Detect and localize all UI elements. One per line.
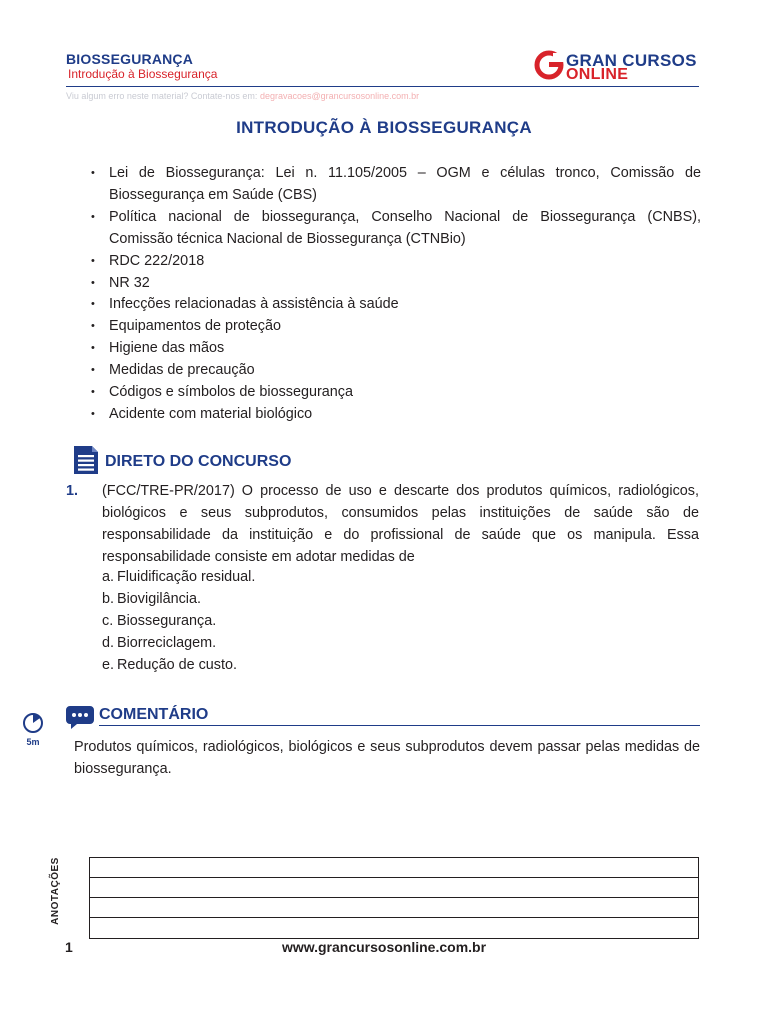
answer-option — [102, 589, 255, 611]
option-letter: b. — [102, 590, 115, 607]
option-text: Biovigilância. — [117, 590, 201, 607]
question-text: (FCC/TRE-PR/2017) O processo de uso e descarte dos produtos químicos, radiológicos, biológicos e seus subprodutos, consumidos pelas instituições de saúde são de responsabilidade da instituição e do profissional de saúde que os manipula. Essa responsabilidade consiste em adotar medidas de — [102, 483, 699, 565]
option-letter: e. — [102, 656, 115, 673]
topic-item: • Política nacional de biossegurança, Conselho Nacional de Biossegurança (CNBS), Comissão técnica Nacional de Biossegurança (CTNBio) — [91, 207, 701, 251]
topic-item: • NR 32 — [91, 273, 701, 295]
topic-item: • Acidente com material biológico — [91, 404, 701, 426]
contact-prefix: Viu algum erro neste material? Contate-nos em: — [66, 91, 258, 101]
topic-item: • Equipamentos de proteção — [91, 316, 701, 338]
stopwatch-icon — [20, 711, 46, 735]
topic-item: • Medidas de precaução — [91, 360, 701, 382]
answer-option — [102, 567, 255, 589]
answer-option — [102, 611, 255, 633]
option-text: Redução de custo. — [117, 656, 238, 673]
topic-item: • RDC 222/2018 — [91, 251, 701, 273]
chat-bubble-icon — [66, 705, 94, 729]
timer-label: 5m — [26, 737, 40, 747]
notes-label: ANOTAÇÕES — [50, 857, 61, 925]
logo-text-bottom: ONLINE — [566, 66, 629, 83]
notes-area[interactable] — [89, 857, 699, 943]
header-divider — [66, 86, 699, 87]
section-title: DIRETO DO CONCURSO — [105, 453, 292, 470]
option-letter: d. — [102, 634, 115, 651]
video-timer — [20, 711, 46, 749]
notes-line[interactable] — [89, 857, 699, 877]
contact-line — [66, 91, 419, 101]
header-chapter: Introdução à Biossegurança — [68, 67, 218, 81]
question-number: 1. — [66, 483, 79, 499]
direto-do-concurso-heading — [70, 444, 710, 476]
logo-text-top: GRAN CURSOS — [566, 51, 697, 70]
topic-item: • Higiene das mãos — [91, 338, 701, 360]
section-divider — [99, 725, 700, 726]
option-text: Fluidificação residual. — [117, 569, 256, 585]
option-letter: a. — [102, 569, 115, 585]
option-letter: c. — [102, 612, 114, 629]
page-number: 1 — [65, 939, 73, 955]
notes-line[interactable] — [89, 877, 699, 897]
gran-cursos-logo — [534, 50, 704, 84]
page-title: INTRODUÇÃO À BIOSSEGURANÇA — [236, 118, 532, 137]
notes-line[interactable] — [89, 917, 699, 939]
notes-line[interactable] — [89, 897, 699, 917]
answer-option — [102, 655, 255, 677]
section-title: COMENTÁRIO — [99, 706, 209, 723]
topic-item: • Infecções relacionadas à assistência à saúde — [91, 294, 701, 316]
option-text: Biorreciclagem. — [117, 634, 217, 651]
comentario-heading — [66, 704, 700, 728]
comment-text: Produtos químicos, radiológicos, biológicos e seus subprodutos devem passar pelas medidas de biossegurança. — [74, 739, 700, 777]
gran-g-icon — [534, 50, 564, 80]
contact-email-link[interactable]: degravacoes@grancursosonline.com.br — [259, 91, 420, 101]
option-text: Biossegurança. — [117, 612, 217, 629]
document-icon — [74, 444, 98, 474]
footer-url-link[interactable]: www.grancursosonline.com.br — [281, 939, 487, 955]
topic-list — [91, 163, 701, 426]
answer-options — [102, 567, 255, 677]
topic-item: • Lei de Biossegurança: Lei n. 11.105/2005 – OGM e células tronco, Comissão de Biossegurança em Saúde (CBS) — [91, 163, 701, 207]
answer-option — [102, 633, 255, 655]
topic-item: • Códigos e símbolos de biossegurança — [91, 382, 701, 404]
header-subject: BIOSSEGURANÇA — [66, 51, 194, 67]
